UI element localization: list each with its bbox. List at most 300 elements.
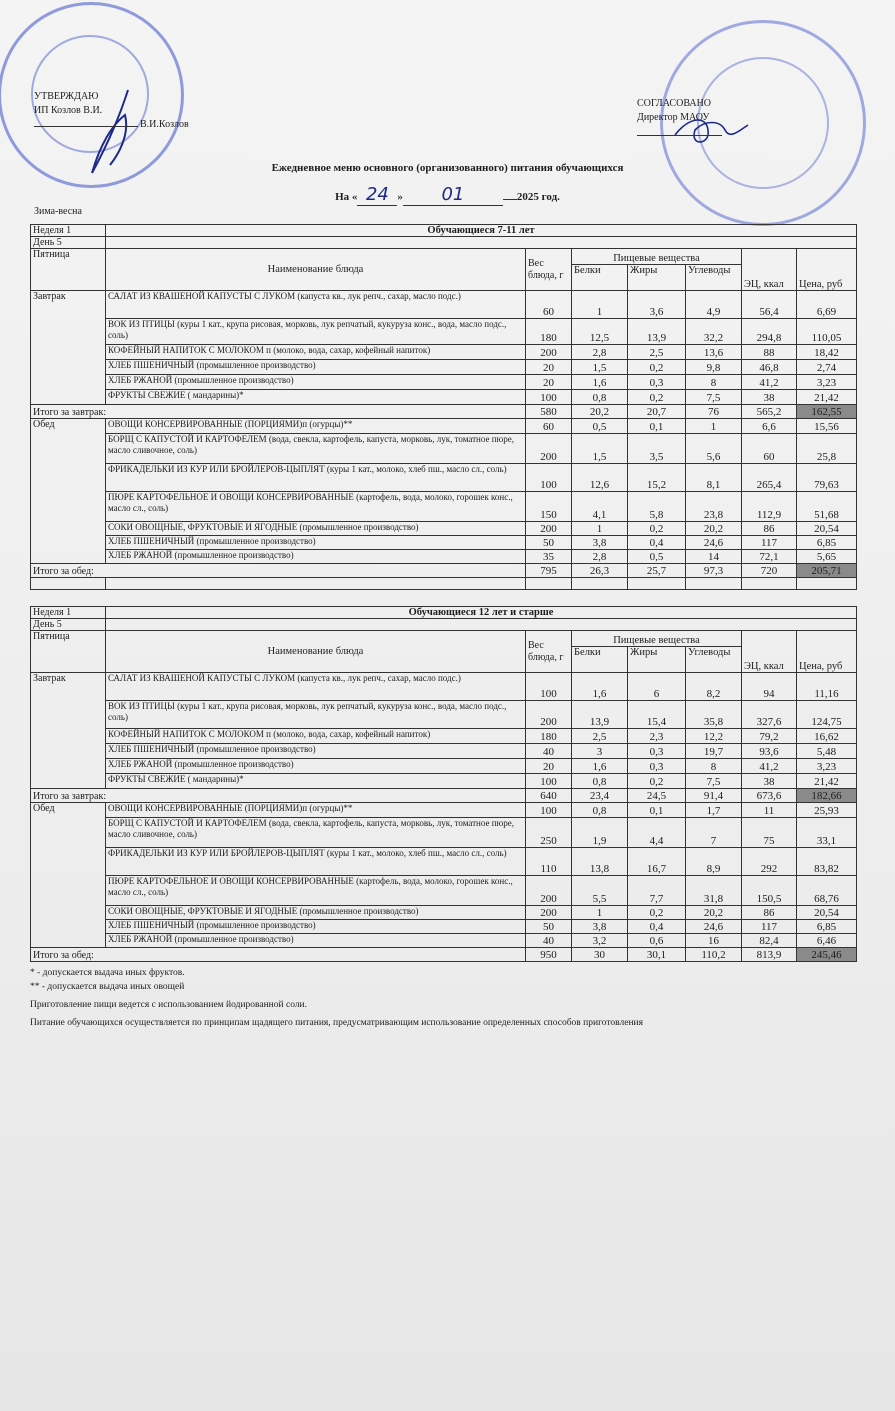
menu-table-1 [30, 224, 857, 590]
price-column-header: Цена, руб [797, 631, 857, 673]
dish-name: ХЛЕБ РЖАНОЙ (промышленное производство) [106, 934, 526, 948]
table-row [31, 673, 857, 701]
dish-value: 13,9 [628, 319, 686, 345]
dish-value: 100 [526, 673, 572, 701]
table-row [31, 759, 857, 774]
meal-total-value: 24,5 [628, 789, 686, 803]
fat-column-header: Жиры [628, 647, 686, 673]
dish-value: 0,2 [628, 906, 686, 920]
dish-name: СОКИ ОВОЩНЫЕ, ФРУКТОВЫЕ И ЯГОДНЫЕ (промышленное производство) [106, 906, 526, 920]
day-label: День 5 [31, 619, 106, 631]
blank-cell [572, 578, 628, 590]
dish-value: 100 [526, 803, 572, 818]
dish-value: 0,2 [628, 774, 686, 789]
dish-column-header: Наименование блюда [106, 249, 526, 291]
dish-name: СОКИ ОВОЩНЫЕ, ФРУКТОВЫЕ И ЯГОДНЫЕ (промышленное производство) [106, 522, 526, 536]
dish-value: 1,5 [572, 360, 628, 375]
weekday-label: Пятница [31, 631, 106, 673]
dish-value: 20 [526, 759, 572, 774]
dish-value: 12,5 [572, 319, 628, 345]
agree-person: Директор МАОУ [637, 112, 710, 123]
dish-value: 0,2 [628, 390, 686, 405]
dish-value: 20 [526, 375, 572, 390]
nutrients-header: Пищевые вещества [572, 249, 742, 265]
dish-column-header: Наименование блюда [106, 631, 526, 673]
table-row [31, 789, 857, 803]
dish-value: 35,8 [686, 701, 742, 729]
table-row [31, 906, 857, 920]
dish-value: 5,65 [797, 550, 857, 564]
approve-signline: В.И.Козлов [34, 118, 194, 131]
dish-value: 100 [526, 390, 572, 405]
meal-total-value: 640 [526, 789, 572, 803]
table-row [31, 492, 857, 522]
group-title: Обучающиеся 12 лет и старше [106, 607, 857, 619]
carbs-column-header: Углеводы [686, 265, 742, 291]
blank-cell [526, 578, 572, 590]
dish-value: 2,5 [572, 729, 628, 744]
energy-column-header: ЭЦ, ккал [742, 249, 797, 291]
carbs-column-header: Углеводы [686, 647, 742, 673]
meal-total-value: 30 [572, 948, 628, 962]
dish-value: 3,6 [628, 291, 686, 319]
dish-value: 3,23 [797, 375, 857, 390]
dish-value: 6,46 [797, 934, 857, 948]
table-row [31, 631, 857, 647]
dish-value: 2,8 [572, 345, 628, 360]
dish-value: 94 [742, 673, 797, 701]
dish-value: 8,9 [686, 848, 742, 876]
dish-value: 13,9 [572, 701, 628, 729]
table-row [31, 405, 857, 419]
dish-value: 16 [686, 934, 742, 948]
dish-value: 110,05 [797, 319, 857, 345]
dish-value: 2,8 [572, 550, 628, 564]
dish-name: БОРЩ С КАПУСТОЙ И КАРТОФЕЛЕМ (вода, свекла, картофель, капуста, морковь, лук, томатное пюре, масло сливочное, соль) [106, 818, 526, 848]
dish-value: 72,1 [742, 550, 797, 564]
meal-total-value: 23,4 [572, 789, 628, 803]
dish-value: 6,6 [742, 419, 797, 434]
dish-value: 250 [526, 818, 572, 848]
approve-label: УТВЕРЖДАЮ [34, 91, 99, 102]
blank-cell [106, 619, 857, 631]
day-label: День 5 [31, 237, 106, 249]
dish-value: 15,56 [797, 419, 857, 434]
table-row [31, 744, 857, 759]
dish-value: 0,3 [628, 759, 686, 774]
dish-value: 0,3 [628, 375, 686, 390]
dish-value: 86 [742, 522, 797, 536]
dish-value: 200 [526, 345, 572, 360]
dish-name: ФРИКАДЕЛЬКИ ИЗ КУР ИЛИ БРОЙЛЕРОВ-ЦЫПЛЯТ (куры 1 кат., молоко, хлеб пш., масло сл., соль) [106, 848, 526, 876]
dish-value: 0,1 [628, 803, 686, 818]
dish-value: 180 [526, 729, 572, 744]
dish-value: 1,5 [572, 434, 628, 464]
dish-value: 200 [526, 906, 572, 920]
dish-value: 14 [686, 550, 742, 564]
dish-value: 0,8 [572, 803, 628, 818]
meal-total-label: Итого за завтрак: [31, 405, 526, 419]
dish-name: ХЛЕБ ПШЕНИЧНЫЙ (промышленное производство) [106, 744, 526, 759]
meal-total-value: 25,7 [628, 564, 686, 578]
dish-value: 6,85 [797, 920, 857, 934]
dish-value: 4,9 [686, 291, 742, 319]
dish-value: 0,2 [628, 360, 686, 375]
dish-value: 60 [526, 419, 572, 434]
dish-value: 150 [526, 492, 572, 522]
dish-value: 79,63 [797, 464, 857, 492]
dish-value: 60 [742, 434, 797, 464]
dish-value: 6,85 [797, 536, 857, 550]
dish-value: 60 [526, 291, 572, 319]
table-row [31, 419, 857, 434]
dish-name: ФРУКТЫ СВЕЖИЕ ( мандарины)* [106, 390, 526, 405]
dish-value: 2,3 [628, 729, 686, 744]
meal-total-label: Итого за завтрак: [31, 789, 526, 803]
blank-cell [797, 578, 857, 590]
table-row [31, 550, 857, 564]
dish-value: 6,69 [797, 291, 857, 319]
table-row [31, 774, 857, 789]
meal-total-value: 813,9 [742, 948, 797, 962]
dish-value: 40 [526, 744, 572, 759]
note-salt: Приготовление пищи ведется с использованием йодированной соли. [30, 1000, 308, 1010]
dish-value: 51,68 [797, 492, 857, 522]
protein-column-header: Белки [572, 265, 628, 291]
table-row [31, 249, 857, 265]
approve-person: ИП Козлов В.И. [34, 105, 103, 116]
dish-value: 3 [572, 744, 628, 759]
dish-value: 20,54 [797, 906, 857, 920]
dish-value: 31,8 [686, 876, 742, 906]
meal-total-value: 720 [742, 564, 797, 578]
dish-value: 35 [526, 550, 572, 564]
page-title: Ежедневное меню основного (организованного) питания обучающихся [271, 162, 624, 174]
dish-value: 32,2 [686, 319, 742, 345]
table-row [31, 464, 857, 492]
meal-total-value: 162,55 [797, 405, 857, 419]
dish-value: 0,4 [628, 920, 686, 934]
dish-value: 0,5 [572, 419, 628, 434]
table-row [31, 578, 857, 590]
table-row [31, 701, 857, 729]
dish-name: БОРЩ С КАПУСТОЙ И КАРТОФЕЛЕМ (вода, свекла, картофель, капуста, морковь, лук, томатное пюре, масло сливочное, соль) [106, 434, 526, 464]
dish-value: 327,6 [742, 701, 797, 729]
meal-total-value: 673,6 [742, 789, 797, 803]
dish-value: 46,8 [742, 360, 797, 375]
meal-total-value: 110,2 [686, 948, 742, 962]
meal-total-value: 97,3 [686, 564, 742, 578]
meal-total-label: Итого за обед: [31, 948, 526, 962]
table-row [31, 607, 857, 619]
dish-value: 150,5 [742, 876, 797, 906]
dish-name: ХЛЕБ ПШЕНИЧНЫЙ (промышленное производство) [106, 920, 526, 934]
meal-total-value: 795 [526, 564, 572, 578]
dish-value: 9,8 [686, 360, 742, 375]
dish-value: 0,5 [628, 550, 686, 564]
dish-value: 1 [572, 522, 628, 536]
dish-value: 16,62 [797, 729, 857, 744]
dish-value: 265,4 [742, 464, 797, 492]
table-row [31, 876, 857, 906]
meal-total-value: 950 [526, 948, 572, 962]
table-row [31, 803, 857, 818]
table-row [31, 920, 857, 934]
dish-name: ФРУКТЫ СВЕЖИЕ ( мандарины)* [106, 774, 526, 789]
dish-value: 3,8 [572, 536, 628, 550]
dish-value: 5,5 [572, 876, 628, 906]
dish-name: ВОК ИЗ ПТИЦЫ (куры 1 кат., крупа рисовая, морковь, лук репчатый, кукуруза конс., вода, масло подс., соль) [106, 319, 526, 345]
blank-cell [628, 578, 686, 590]
week-label: Неделя 1 [31, 607, 106, 619]
dish-value: 110 [526, 848, 572, 876]
group-title: Обучающиеся 7-11 лет [106, 225, 857, 237]
meal-total-value: 205,71 [797, 564, 857, 578]
weight-column-header: Вес блюда, г [526, 249, 572, 291]
dish-value: 12,2 [686, 729, 742, 744]
dish-value: 4,1 [572, 492, 628, 522]
dish-value: 0,8 [572, 774, 628, 789]
dish-name: ХЛЕБ ПШЕНИЧНЫЙ (промышленное производство) [106, 360, 526, 375]
dish-value: 7,7 [628, 876, 686, 906]
dish-name: КОФЕЙНЫЙ НАПИТОК С МОЛОКОМ п (молоко, вода, сахар, кофейный напиток) [106, 345, 526, 360]
dish-value: 294,8 [742, 319, 797, 345]
weekday-label: Пятница [31, 249, 106, 291]
dish-value: 0,1 [628, 419, 686, 434]
dish-value: 6 [628, 673, 686, 701]
dish-value: 124,75 [797, 701, 857, 729]
dish-value: 20,54 [797, 522, 857, 536]
dish-value: 8 [686, 759, 742, 774]
dish-value: 0,4 [628, 536, 686, 550]
blank-cell [742, 578, 797, 590]
dish-value: 1 [572, 906, 628, 920]
meal-total-value: 245,46 [797, 948, 857, 962]
dish-value: 1,6 [572, 375, 628, 390]
dish-name: ОВОЩИ КОНСЕРВИРОВАННЫЕ (ПОРЦИЯМИ)п (огурцы)** [106, 419, 526, 434]
dish-value: 82,4 [742, 934, 797, 948]
table-row [31, 729, 857, 744]
table-row [31, 536, 857, 550]
dish-value: 18,42 [797, 345, 857, 360]
dish-value: 7,5 [686, 390, 742, 405]
dish-value: 33,1 [797, 818, 857, 848]
nutrients-header: Пищевые вещества [572, 631, 742, 647]
dish-value: 68,76 [797, 876, 857, 906]
meal-total-value: 182,66 [797, 789, 857, 803]
dish-name: САЛАТ ИЗ КВАШЕНОЙ КАПУСТЫ С ЛУКОМ (капуста кв., лук репч., сахар, масло подс.) [106, 673, 526, 701]
dish-value: 0,8 [572, 390, 628, 405]
note-diet: Питание обучающихся осуществляется по принципам щадящего питания, предусматривающим использование определенных способов приготовления [30, 1018, 643, 1028]
dish-value: 7 [686, 818, 742, 848]
dish-value: 0,6 [628, 934, 686, 948]
meal-label: Завтрак [31, 673, 106, 789]
dish-value: 117 [742, 536, 797, 550]
dish-value: 15,2 [628, 464, 686, 492]
footnotes [30, 966, 643, 1030]
dish-value: 79,2 [742, 729, 797, 744]
blank-cell [106, 237, 857, 249]
meal-total-value: 30,1 [628, 948, 686, 962]
dish-value: 180 [526, 319, 572, 345]
table-row [31, 818, 857, 848]
dish-value: 93,6 [742, 744, 797, 759]
dish-value: 200 [526, 876, 572, 906]
energy-column-header: ЭЦ, ккал [742, 631, 797, 673]
dish-value: 86 [742, 906, 797, 920]
date-line: На « 24 » 01 2025 год. [335, 184, 560, 205]
dish-value: 15,4 [628, 701, 686, 729]
table-row [31, 319, 857, 345]
table-row [31, 848, 857, 876]
table-row [31, 345, 857, 360]
dish-value: 20,2 [686, 522, 742, 536]
dish-value: 8,1 [686, 464, 742, 492]
table-row [31, 237, 857, 249]
dish-value: 23,8 [686, 492, 742, 522]
meal-total-value: 91,4 [686, 789, 742, 803]
dish-value: 1 [572, 291, 628, 319]
dish-value: 100 [526, 774, 572, 789]
dish-name: ВОК ИЗ ПТИЦЫ (куры 1 кат., крупа рисовая, морковь, лук репчатый, кукуруза конс., вода, масло подс., соль) [106, 701, 526, 729]
dish-value: 24,6 [686, 536, 742, 550]
dish-value: 38 [742, 774, 797, 789]
dish-value: 24,6 [686, 920, 742, 934]
dish-name: ОВОЩИ КОНСЕРВИРОВАННЫЕ (ПОРЦИЯМИ)п (огурцы)** [106, 803, 526, 818]
dish-value: 200 [526, 434, 572, 464]
table-row [31, 225, 857, 237]
table-row [31, 434, 857, 464]
dish-value: 19,7 [686, 744, 742, 759]
table-row [31, 934, 857, 948]
dish-value: 3,23 [797, 759, 857, 774]
dish-value: 40 [526, 934, 572, 948]
dish-value: 200 [526, 522, 572, 536]
dish-value: 83,82 [797, 848, 857, 876]
dish-value: 5,48 [797, 744, 857, 759]
protein-column-header: Белки [572, 647, 628, 673]
dish-value: 11 [742, 803, 797, 818]
agree-label: СОГЛАСОВАНО [637, 98, 712, 109]
table-row [31, 291, 857, 319]
dish-value: 112,9 [742, 492, 797, 522]
meal-total-value: 26,3 [572, 564, 628, 578]
dish-name: ФРИКАДЕЛЬКИ ИЗ КУР ИЛИ БРОЙЛЕРОВ-ЦЫПЛЯТ (куры 1 кат., молоко, хлеб пш., масло сл., соль) [106, 464, 526, 492]
dish-value: 7,5 [686, 774, 742, 789]
dish-value: 3,8 [572, 920, 628, 934]
week-label: Неделя 1 [31, 225, 106, 237]
dish-value: 75 [742, 818, 797, 848]
dish-value: 20,2 [686, 906, 742, 920]
agree-signline [637, 135, 722, 136]
dish-value: 4,4 [628, 818, 686, 848]
dish-value: 1 [686, 419, 742, 434]
dish-name: ХЛЕБ РЖАНОЙ (промышленное производство) [106, 550, 526, 564]
dish-value: 50 [526, 536, 572, 550]
table-row [31, 948, 857, 962]
dish-name: САЛАТ ИЗ КВАШЕНОЙ КАПУСТЫ С ЛУКОМ (капуста кв., лук репч., сахар, масло подс.) [106, 291, 526, 319]
dish-value: 1,9 [572, 818, 628, 848]
price-column-header: Цена, руб [797, 249, 857, 291]
note-fruits: * - допускается выдача иных фруктов. [30, 968, 185, 978]
table-row [31, 522, 857, 536]
dish-value: 88 [742, 345, 797, 360]
dish-name: КОФЕЙНЫЙ НАПИТОК С МОЛОКОМ п (молоко, вода, сахар, кофейный напиток) [106, 729, 526, 744]
dish-value: 117 [742, 920, 797, 934]
dish-value: 25,93 [797, 803, 857, 818]
table-row [31, 390, 857, 405]
menu-table-2 [30, 606, 857, 962]
dish-value: 292 [742, 848, 797, 876]
meal-label: Завтрак [31, 291, 106, 405]
dish-value: 1,6 [572, 759, 628, 774]
dish-name: ПЮРЕ КАРТОФЕЛЬНОЕ И ОВОЩИ КОНСЕРВИРОВАННЫЕ (картофель, вода, молоко, горошек конс., масло сл., соль) [106, 492, 526, 522]
meal-total-value: 580 [526, 405, 572, 419]
dish-value: 38 [742, 390, 797, 405]
dish-value: 2,74 [797, 360, 857, 375]
table-row [31, 360, 857, 375]
dish-value: 56,4 [742, 291, 797, 319]
dish-value: 3,5 [628, 434, 686, 464]
meal-total-value: 20,2 [572, 405, 628, 419]
meal-label: Обед [31, 419, 106, 564]
meal-total-value: 76 [686, 405, 742, 419]
dish-value: 0,3 [628, 744, 686, 759]
table-row [31, 619, 857, 631]
dish-value: 50 [526, 920, 572, 934]
meal-total-value: 565,2 [742, 405, 797, 419]
note-vegetables: ** - допускается выдача иных овощей [30, 982, 185, 992]
dish-name: ХЛЕБ ПШЕНИЧНЫЙ (промышленное производство) [106, 536, 526, 550]
dish-value: 41,2 [742, 375, 797, 390]
dish-value: 13,6 [686, 345, 742, 360]
weight-column-header: Вес блюда, г [526, 631, 572, 673]
dish-value: 21,42 [797, 774, 857, 789]
table-row [31, 375, 857, 390]
dish-value: 3,2 [572, 934, 628, 948]
season-label: Зима-весна [34, 206, 82, 217]
dish-value: 5,6 [686, 434, 742, 464]
dish-value: 41,2 [742, 759, 797, 774]
dish-value: 0,2 [628, 522, 686, 536]
dish-value: 200 [526, 701, 572, 729]
dish-value: 13,8 [572, 848, 628, 876]
dish-value: 11,16 [797, 673, 857, 701]
dish-value: 100 [526, 464, 572, 492]
table-row [31, 564, 857, 578]
dish-value: 1,7 [686, 803, 742, 818]
dish-value: 25,8 [797, 434, 857, 464]
meal-total-value: 20,7 [628, 405, 686, 419]
fat-column-header: Жиры [628, 265, 686, 291]
dish-value: 2,5 [628, 345, 686, 360]
dish-name: ХЛЕБ РЖАНОЙ (промышленное производство) [106, 375, 526, 390]
dish-value: 5,8 [628, 492, 686, 522]
meal-label: Обед [31, 803, 106, 948]
blank-cell [686, 578, 742, 590]
dish-value: 12,6 [572, 464, 628, 492]
blank-cell [31, 578, 106, 590]
dish-value: 8,2 [686, 673, 742, 701]
meal-total-label: Итого за обед: [31, 564, 526, 578]
dish-name: ПЮРЕ КАРТОФЕЛЬНОЕ И ОВОЩИ КОНСЕРВИРОВАННЫЕ (картофель, вода, молоко, горошек конс., масло сл., соль) [106, 876, 526, 906]
dish-name: ХЛЕБ РЖАНОЙ (промышленное производство) [106, 759, 526, 774]
dish-value: 16,7 [628, 848, 686, 876]
dish-value: 1,6 [572, 673, 628, 701]
dish-value: 20 [526, 360, 572, 375]
dish-value: 21,42 [797, 390, 857, 405]
blank-cell [106, 578, 526, 590]
